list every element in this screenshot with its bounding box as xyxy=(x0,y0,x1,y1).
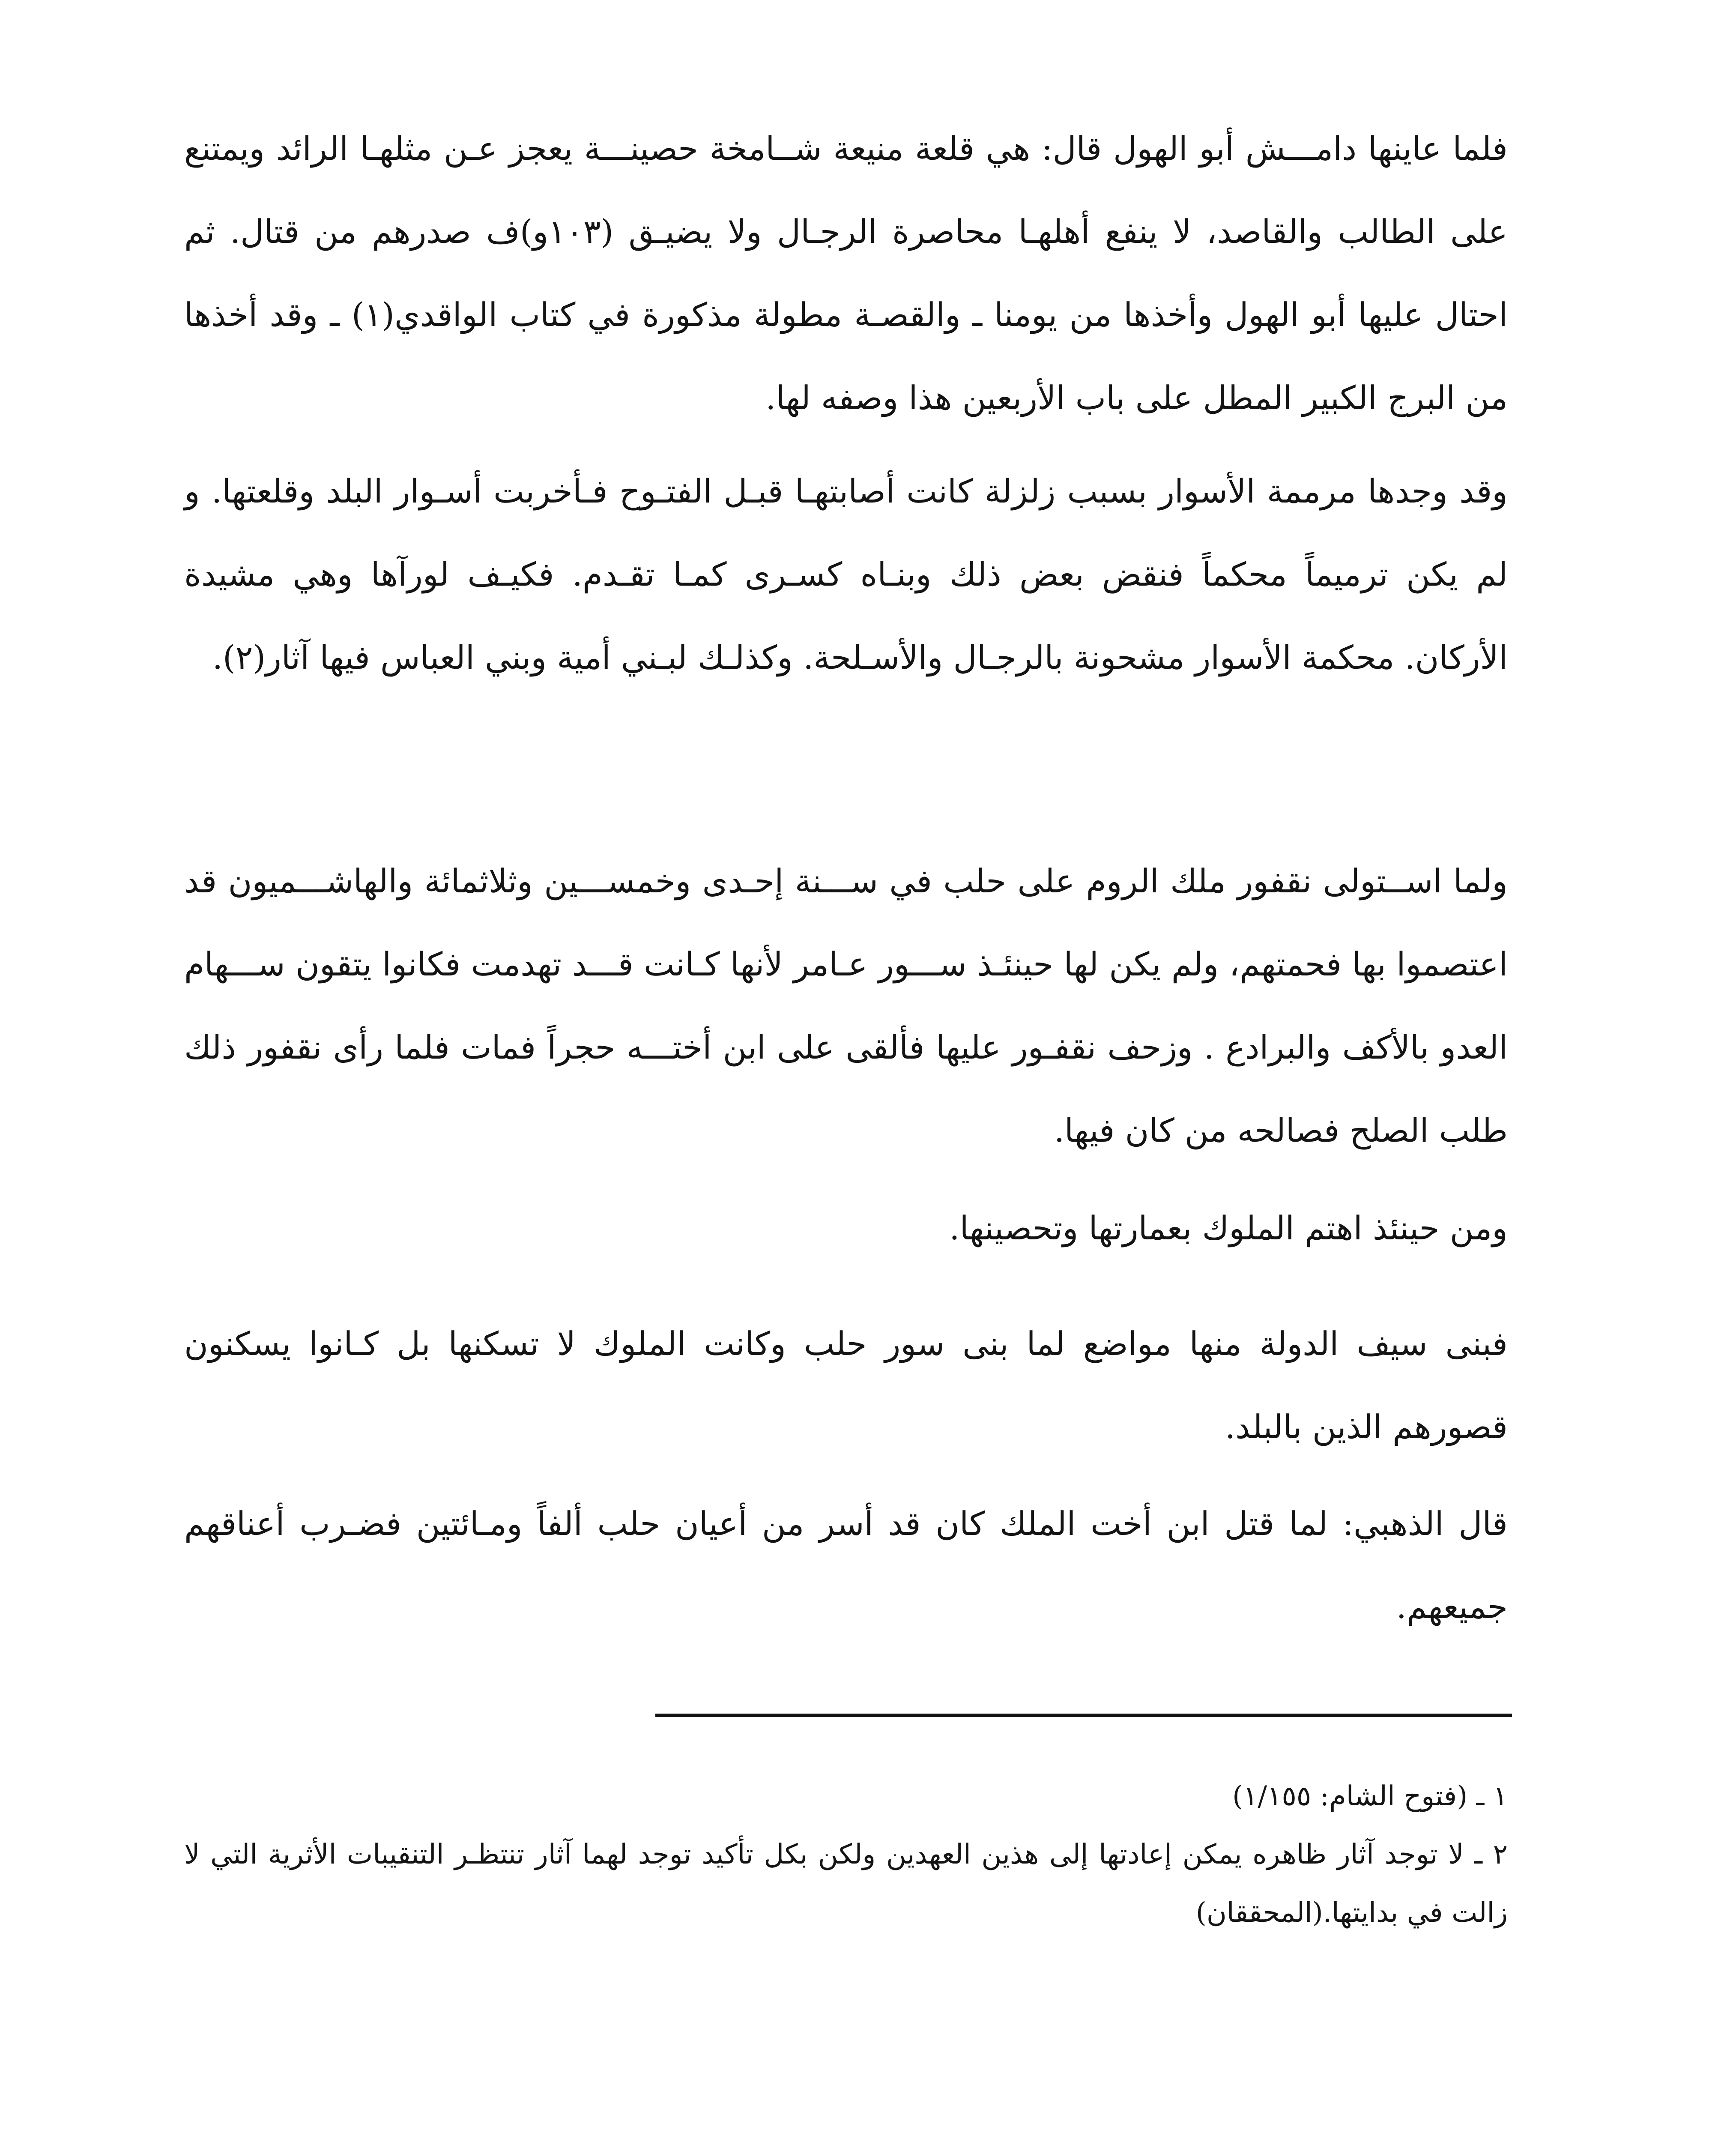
footnote-separator xyxy=(655,1714,1512,1717)
paragraph-5: فبنى سيف الدولة منها مواضع لما بنى سور حلب وكانت الملوك لا تسكنها بل كـانوا يسكنون قصورهم الذين بالبلد. xyxy=(184,1325,1508,1446)
paragraph-4: ومن حينئذ اهتم الملوك بعمارتها وتحصينها. xyxy=(949,1209,1508,1247)
footnotes xyxy=(184,1767,1508,1942)
paragraph-1: فلما عاينها دامـــش أبو الهول قال: هي قلعة منيعة شــامخة حصينـــة يعجز عـن مثلهـا الرائد ويمتنع على الطالب والقاصد، لا ينفع أهلهـا محاصرة الرجـال ولا يضيـق (١٠٣و)ف صدرهم من قتال. ثم احتال عليها أبو الهول وأخذها من يومنا ـ والقصـة مطولة مذكورة في كتاب الواقدي(١) ـ وقد أخذها من البرج الكبير المطل على باب الأربعين هذا وصفه لها. xyxy=(184,129,1508,417)
paragraph-3: ولما اســتولى نقفور ملك الروم على حلب في ســـنة إحـدى وخمســـين وثلاثمائة والهاشـــميون قد اعتصموا بها فحمتهم، ولم يكن لها حينئـذ ســـور عـامر لأنها كـانت قـــد تهدمت فكانوا يتقون ســـهام العدو بالأكف والبرادع . وزحف نقفـور عليها فألقى على ابن أختـــه حجراً فمات فلما رأى نقفور ذلك طلب الصلح فصالحه من كان فيها. xyxy=(184,862,1508,1149)
footnote-2: ٢ ـ لا توجد آثار ظاهره يمكن إعادتها إلى هذين العهدين ولكن بكل تأكيد توجد لهما آثار تنتظـر التنقيبات الأثرية التي لا زالت في بدايتها.(المحققان) xyxy=(184,1839,1508,1929)
footnote-1: ١ ـ (فتوح الشام: ١/١٥٥) xyxy=(1232,1780,1508,1812)
paragraph-6: قال الذهبي: لما قتل ابن أخت الملك كان قد أسر من أعيان حلب ألفاً ومـائتين فضـرب أعناقهم جميعهم. xyxy=(184,1505,1508,1626)
paragraph-2: وقد وجدها مرممة الأسوار بسبب زلزلة كانت أصابتهـا قبـل الفتـوح فـأخربت أسـوار البلد وقلعتها. و لم يكن ترميماً محكماً فنقض بعض ذلك وبنـاه كسـرى كمـا تقـدم. فكيـف لورآها وهي مشيدة الأركان. محكمة الأسوار مشحونة بالرجـال والأسـلحة. وكذلـك لبـني أمية وبني العباس فيها آثار(٢). xyxy=(184,472,1508,676)
